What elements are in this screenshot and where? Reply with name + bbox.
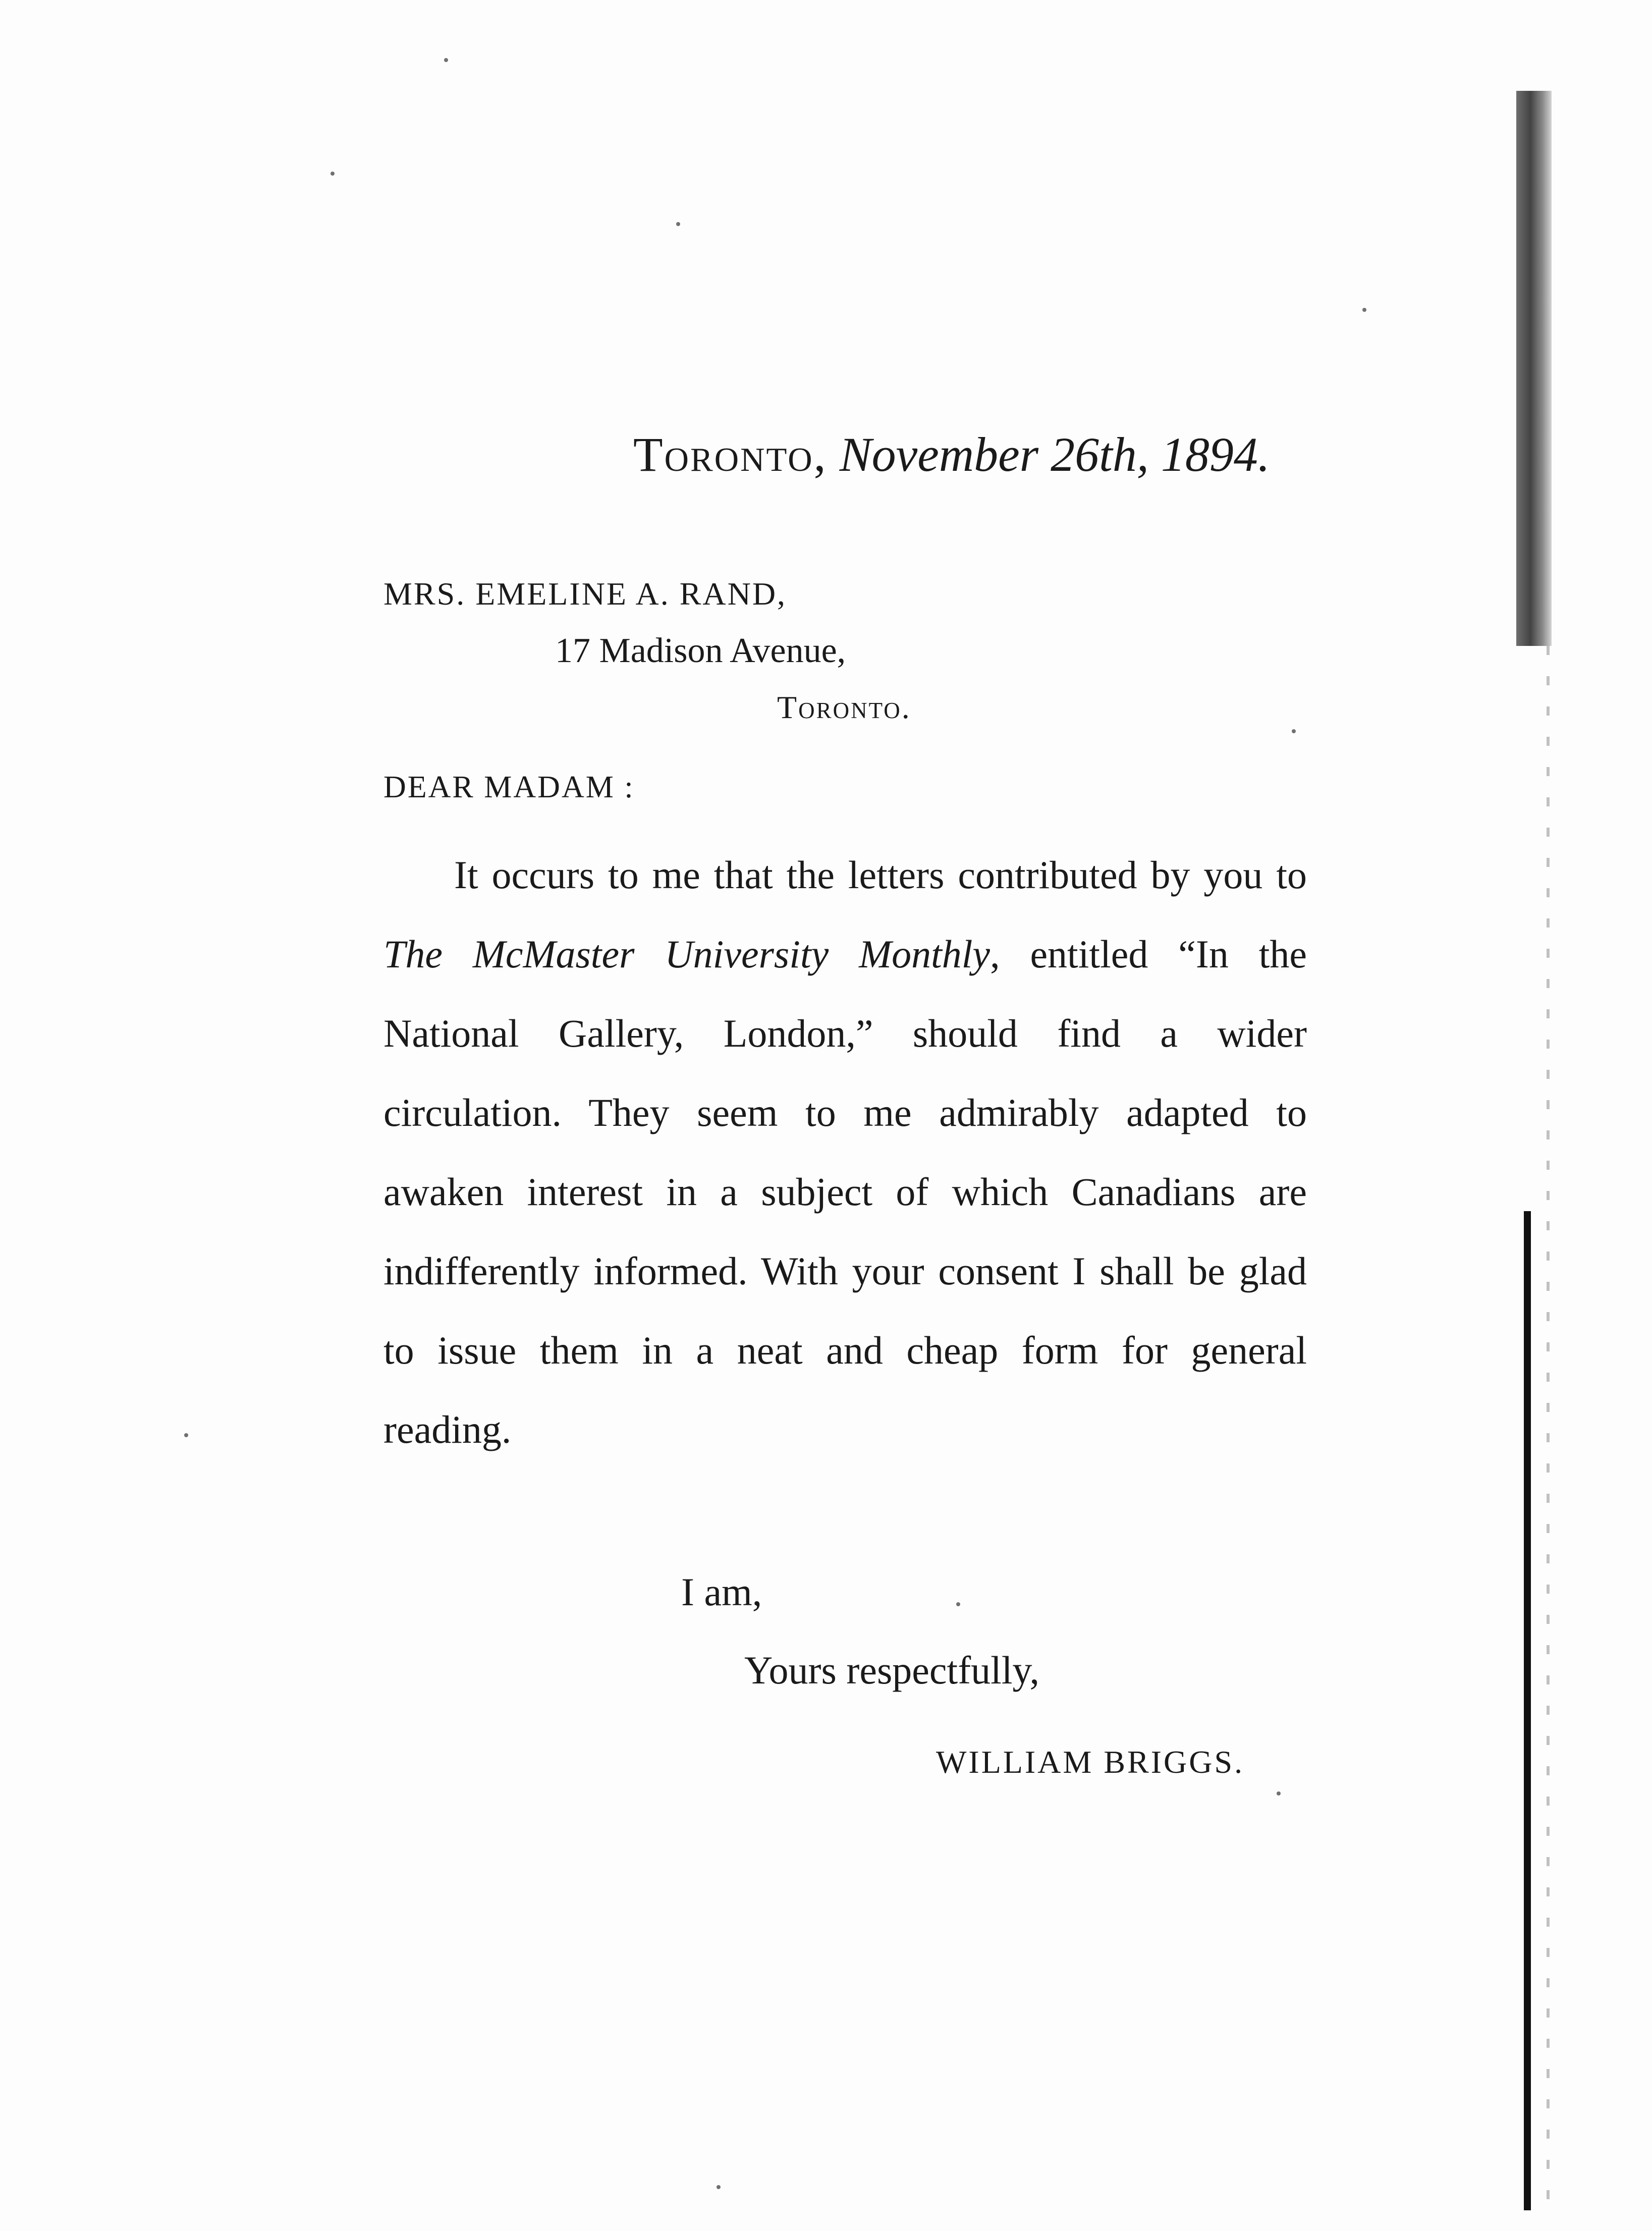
body-text-before-title: It occurs to me that the letters contributed by you to (454, 853, 1307, 897)
scan-speck (444, 58, 448, 62)
dateline (633, 426, 1270, 482)
scan-speck (717, 2185, 721, 2189)
dateline-date: November 26th, 1894. (839, 427, 1270, 481)
recipient-street: 17 Madison Avenue, (555, 631, 846, 670)
signature: WILLIAM BRIGGS. (936, 1744, 1245, 1780)
complimentary-close: Yours respectfully, (744, 1648, 1039, 1692)
binding-edge-line (1524, 1211, 1531, 2210)
scan-speck (676, 222, 680, 226)
scan-speck (331, 172, 335, 176)
scan-speck (184, 1433, 188, 1437)
scan-speck (956, 1602, 960, 1606)
binding-edge-shadow (1516, 91, 1552, 646)
body-text-after-title: , entitled “In the National Gallery, London,” should find a wider circulation. They seem to me admirably adapted to awaken interest in a subject of which Canadians are indifferently informed. With your consent I shall be glad to issue them in a neat and cheap form for general reading. (383, 932, 1307, 1451)
recipient-name: MRS. EMELINE A. RAND, (383, 576, 787, 612)
publication-title: The McMaster University Monthly (383, 932, 990, 976)
closing: I am, (681, 1570, 762, 1614)
binding-edge-faint (1547, 646, 1550, 2210)
scan-speck (1292, 729, 1296, 733)
dateline-city: Toronto, (633, 427, 828, 481)
recipient-city: Toronto. (777, 689, 911, 725)
letter-body (383, 835, 1307, 1469)
salutation: DEAR MADAM : (383, 770, 635, 804)
scan-speck (1277, 1791, 1281, 1795)
scan-speck (1362, 308, 1366, 312)
